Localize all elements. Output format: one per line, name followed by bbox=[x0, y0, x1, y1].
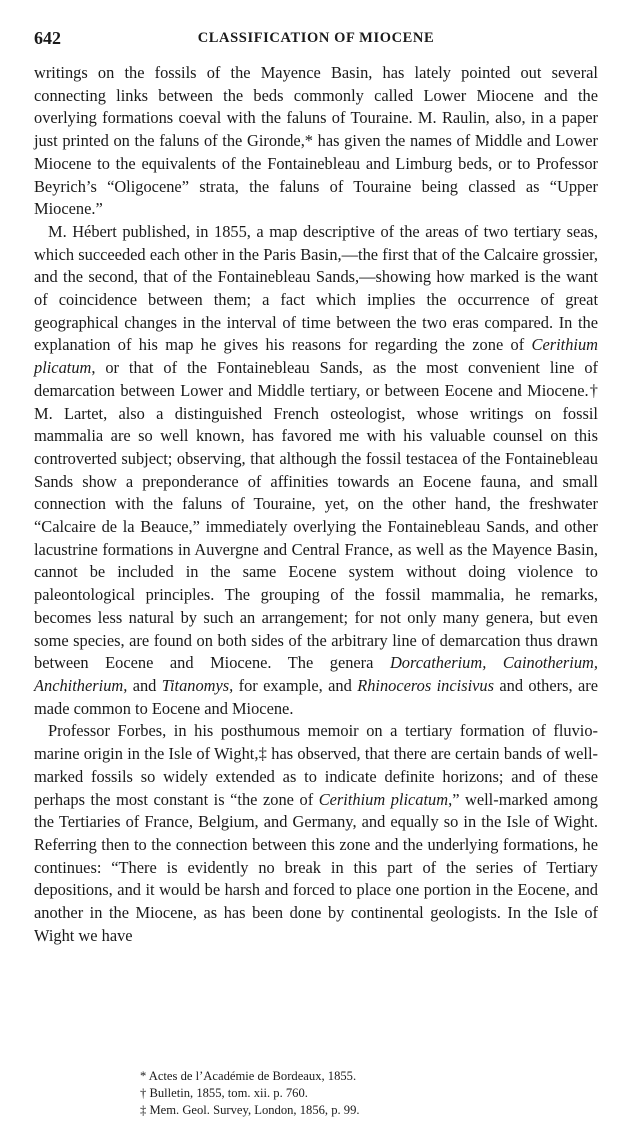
italic-term: Titanomys, bbox=[161, 675, 234, 695]
text-run: , or that of the Fontainebleau Sands, as the most convenient line of demarcation between Lower and Middle tertiary, or between Eocene and Miocene.† M. Lartet, also a distinguished French osteologist, whose writings on fossil mammalia are so well known, has favored me with his valuable counsel on this controverted subject; observing, that although the fossil testacea of the Fontainebleau Sands show a preponderance of affinities towards an Eocene fauna, and small connection with the faluns of Touraine, yet, on the other hand, the freshwater “Calcaire de la Beauce,” immediately overlying the Fontainebleau Sands, and other lacustrine formations in Auvergne and Central France, as well as the Mayence Basin, cannot be included in the same Eocene system without doing violence to paleontological principles. The grouping of the fossil mammalia, he remarks, becomes less natural by such an arrangement; for not only many genera, but even some species, are found on both sides of the arbitrary line of demarcation thus drawn between Eocene and Miocene. The genera bbox=[34, 358, 598, 673]
text-run: ,” well-marked among the Tertiaries of France, Belgium, and Germany, and equally so in the Isle of Wight. Referring then to the connection between this zone and the underlying formations, he continues: “There is evidently no break in this part of the series of Tertiary depositions, and it would be harsh and forced to place one portion in the Eocene, and another in the Miocene, as has been done by continental geologists. In the Isle of Wight we have bbox=[34, 789, 598, 945]
page-number: 642 bbox=[34, 28, 61, 48]
italic-term: Rhinoceros incisivus bbox=[357, 675, 494, 695]
running-head bbox=[34, 28, 598, 52]
italic-term: Cerithium plicatum bbox=[34, 335, 598, 378]
running-title: CLASSIFICATION OF MIOCENE bbox=[197, 30, 435, 46]
text-run: M. Hébert published, in 1855, a map descriptive of the areas of two tertiary seas, which succeeded each other in the Paris Basin,—the first that of the Calcaire grossier, and the second, that of the Fontainebleau Sands,—showing how marked is the want of coincidence between them; a fact which implies the occurrence of great geographical changes in the interval of time between the two eras compared. In the explanation of his map he gives his reasons for regarding the zone of bbox=[34, 221, 598, 355]
text-run: writings on the fossils of the Mayence Basin, has lately pointed out several connecting links between the beds commonly called Lower Miocene and the overlying formations coeval with the faluns of Touraine. M. Raulin, also, in a paper just printed on the faluns of the Gironde,* has given the names of Middle and Lower Miocene to the equivalents of the Fontainebleau and Limburg beds, or to Professor Beyrich’s “Oligocene” strata, the faluns of Touraine being classed as “Upper Miocene.” bbox=[34, 63, 598, 219]
paragraph-hebert bbox=[34, 221, 598, 720]
footnote: ‡ Mem. Geol. Survey, London, 1856, p. 99. bbox=[140, 1103, 360, 1117]
text-run: and bbox=[127, 675, 162, 695]
text-run: Professor Forbes, in his posthumous memoir on a tertiary formation of fluvio-marine origin in the Isle of Wight,‡ has observed, that there are certain bands of well-marked fossils so widely extended as to indicate definite horizons; and of these perhaps the most constant is “the zone of bbox=[34, 721, 598, 809]
paragraph-forbes bbox=[34, 720, 598, 947]
footnote: * Actes de l’Académie de Bordeaux, 1855. bbox=[140, 1069, 357, 1083]
body-text bbox=[34, 62, 598, 947]
footnote: † Bulletin, 1855, tom. xii. p. 760. bbox=[140, 1086, 308, 1100]
italic-term: Dorcatherium, Cainotherium, Anchitherium, bbox=[34, 653, 598, 695]
footnotes bbox=[140, 1068, 580, 1119]
text-run: for example, and bbox=[233, 675, 358, 695]
paragraph-continued bbox=[34, 62, 598, 221]
text-run: and others, are made common to Eocene and Miocene. bbox=[34, 675, 598, 718]
italic-term: Cerithium plicatum bbox=[318, 789, 449, 809]
